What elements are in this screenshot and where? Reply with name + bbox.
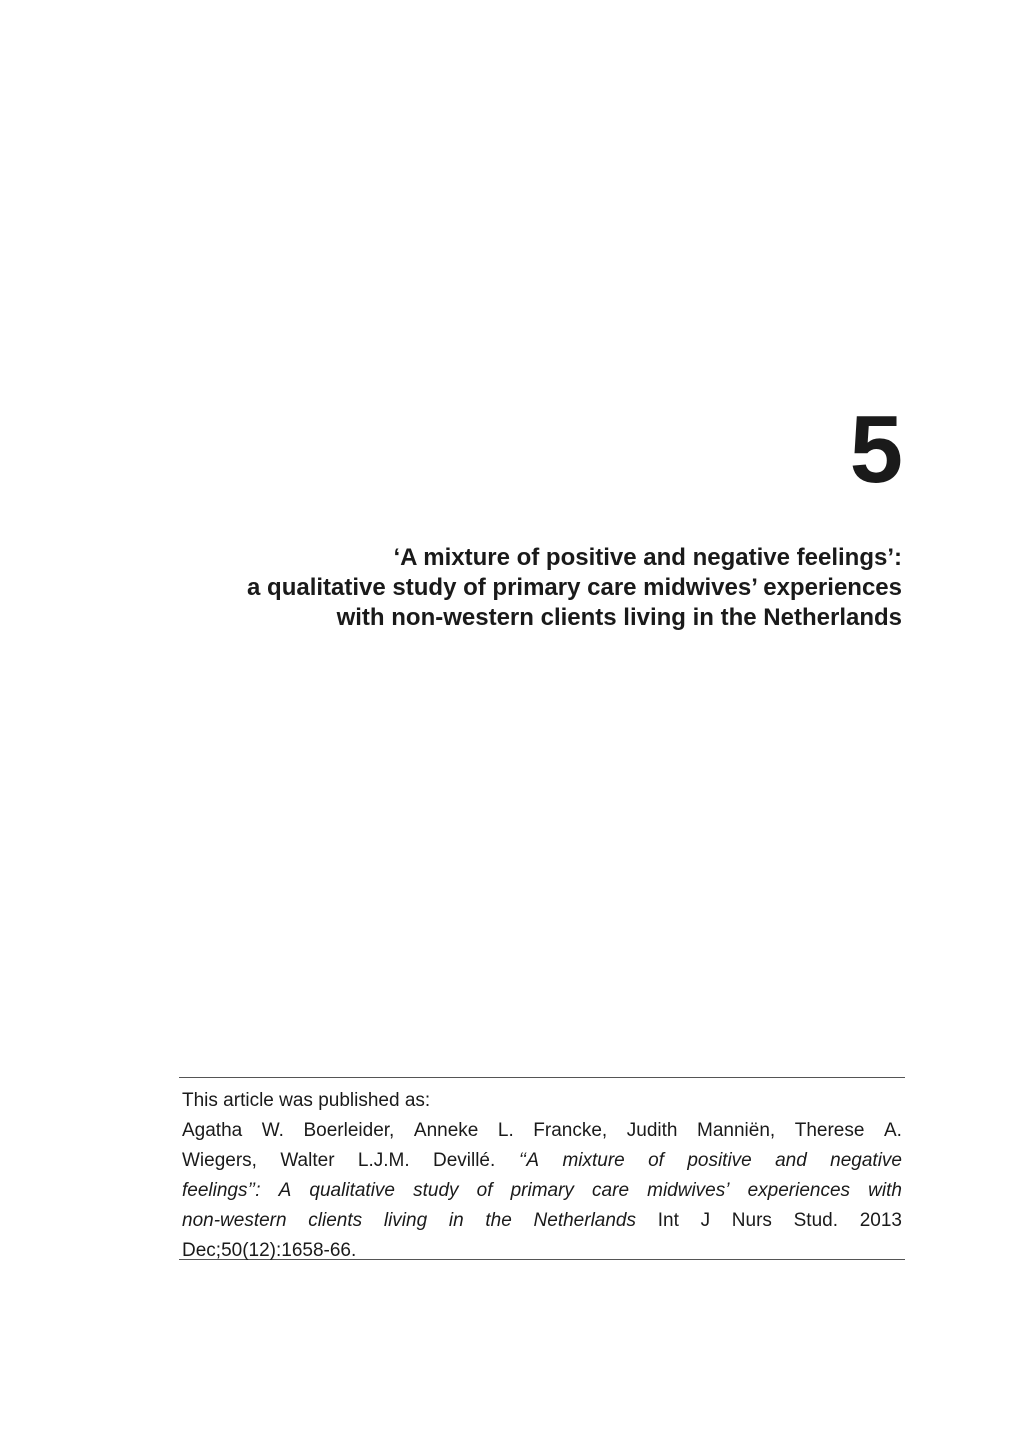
citation-word: living [383, 1210, 428, 1231]
citation-word: of [476, 1180, 493, 1201]
citation-word: ‘‘A [518, 1150, 540, 1171]
citation-word: Anneke [413, 1120, 479, 1141]
citation-word: primary [510, 1180, 574, 1201]
citation-word: L. [497, 1120, 514, 1141]
citation-word: the [485, 1210, 512, 1231]
citation-line [182, 1146, 902, 1176]
chapter-title [142, 543, 902, 633]
citation-word: J [700, 1210, 711, 1231]
citation-word: feelings’’: [182, 1180, 261, 1201]
citation-word: Nurs [731, 1210, 772, 1231]
citation-word: positive [687, 1150, 752, 1171]
citation-word: 2013 [859, 1210, 902, 1231]
citation-word: Therese [794, 1120, 865, 1141]
citation-word: and [775, 1150, 807, 1171]
citation-word: A [278, 1180, 292, 1201]
publication-note [179, 1077, 905, 1260]
citation-word: Int [657, 1210, 679, 1231]
citation-line [182, 1236, 902, 1266]
citation-word: clients [308, 1210, 363, 1231]
citation-word: A. [883, 1120, 902, 1141]
chapter-title-line: a qualitative study of primary care midwives’ experiences [247, 574, 902, 601]
citation-word: Netherlands [533, 1210, 636, 1231]
citation-word: L.J.M. [357, 1150, 410, 1171]
citation-word: qualitative [309, 1180, 395, 1201]
citation-word: experiences [747, 1180, 851, 1201]
citation-word: W. [261, 1120, 284, 1141]
citation-word: Francke, [533, 1120, 608, 1141]
citation-word: in [448, 1210, 464, 1231]
citation-word: non-western [182, 1210, 287, 1231]
citation-word: mixture [562, 1150, 625, 1171]
citation-word: Devillé. [432, 1150, 496, 1171]
citation-word: Wiegers, [182, 1150, 257, 1171]
citation-word: care [592, 1180, 630, 1201]
citation-word: midwives’ [647, 1180, 730, 1201]
chapter-title-line: ‘A mixture of positive and negative feelings’: [393, 544, 902, 571]
citation-word: Judith [626, 1120, 678, 1141]
publication-label: This article was published as: [182, 1090, 431, 1111]
citation-word: negative [830, 1150, 902, 1171]
citation-line [182, 1206, 902, 1236]
citation-word: study [413, 1180, 459, 1201]
chapter-number: 5 [849, 396, 902, 503]
citation-word: with [868, 1180, 902, 1201]
citation-word: Dec;50(12):1658-66. [182, 1240, 357, 1261]
chapter-title-line: with non-western clients living in the Netherlands [336, 604, 902, 631]
citation-word: Boerleider, [303, 1120, 395, 1141]
citation-line [182, 1116, 902, 1146]
citation-word: Manniën, [697, 1120, 776, 1141]
citation-word: Agatha [182, 1120, 243, 1141]
citation-word: Walter [280, 1150, 335, 1171]
citation-word: Stud. [793, 1210, 838, 1231]
citation-line [182, 1176, 902, 1206]
citation-word: of [648, 1150, 664, 1171]
